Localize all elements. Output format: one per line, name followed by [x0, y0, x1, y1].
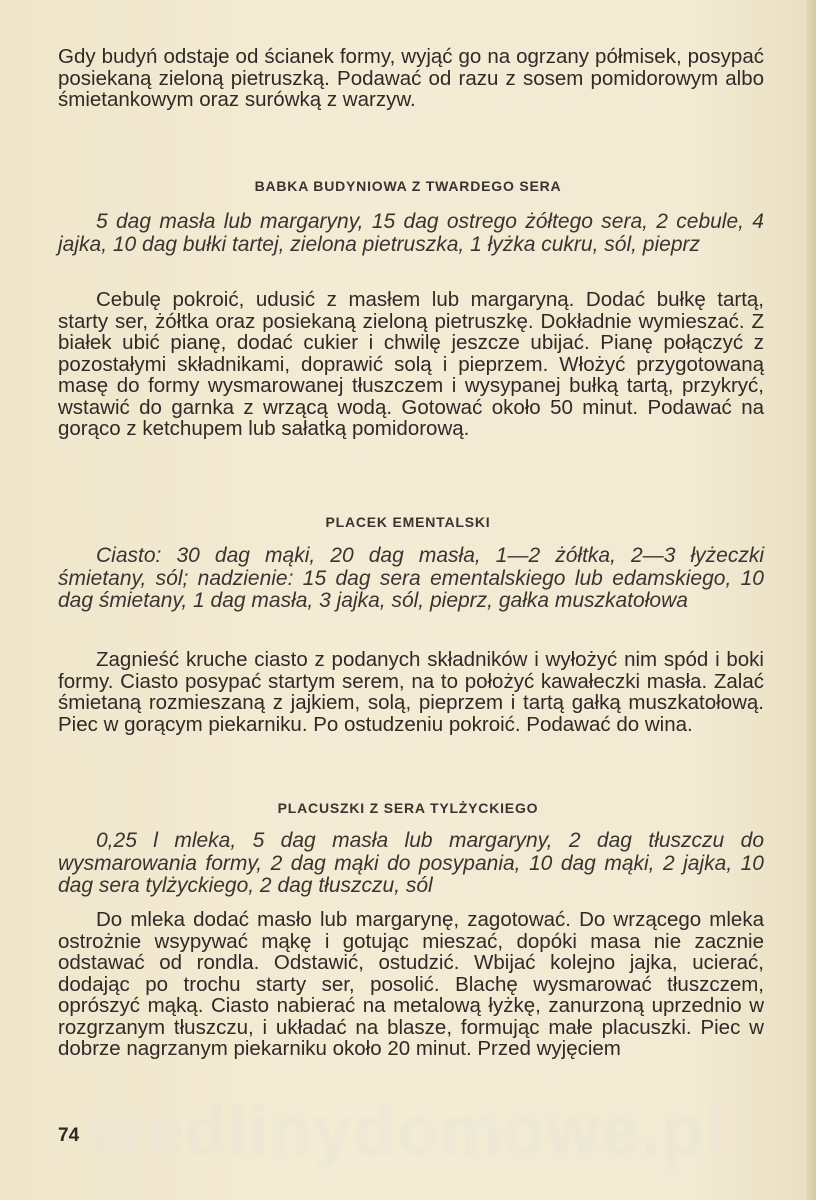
recipe-title-placuszki: PLACUSZKI Z SERA TYLŻYCKIEGO — [277, 800, 539, 816]
page-number: 74 — [58, 1125, 80, 1146]
watermark: wedlinydomowe.pl — [90, 1093, 727, 1169]
recipe-title-babka: BABKA BUDYNIOWA Z TWARDEGO SERA — [254, 178, 562, 194]
intro-paragraph: Gdy budyń odstaje od ścianek formy, wyjąć go na ogrzany półmisek, posypać posiekaną zieloną pietruszką. Podawać od razu z sosem pomidorowym albo śmietankowym oraz surówką z warzyw. — [58, 45, 764, 111]
instructions-placuszki: Do mleka dodać masło lub margarynę, zagotować. Do wrzącego mleka ostrożnie wsypywać mąkę i gotując mieszać, dopóki masa nie zacznie odstawać od rondla. Odstawić, ostudzić. Wbijać kolejno jajka, ucierać, dodając po trochu starty ser, posolić. Blachę wysmarować tłuszczem, oprószyć mąką. Ciasto nabierać na metalową łyżkę, zanurzoną uprzednio w rozgrzanym tłuszczu, i układać na blasze, formując małe placuszki. Piec w dobrze nagrzanym piekarniku około 20 minut. Przed wyjęciem — [58, 908, 764, 1060]
ingredients-placek: Ciasto: 30 dag mąki, 20 dag masła, 1—2 żółtka, 2—3 łyżeczki śmietany, sól; nadzienie: 15 dag sera ementalskiego lub edamskiego, 10 dag śmietany, 1 dag masła, 3 jajka, sól, pieprz, gałka muszkatołowa — [58, 544, 764, 612]
ingredients-placuszki: 0,25 l mleka, 5 dag masła lub margaryny, 2 dag tłuszczu do wysmarowania formy, 2 dag mąki do posypania, 10 dag mąki, 2 jajka, 10 dag sera tylżyckiego, 2 dag tłuszczu, sól — [58, 829, 764, 897]
recipe-title-placek: PLACEK EMENTALSKI — [325, 514, 491, 530]
instructions-babka: Cebulę pokroić, udusić z masłem lub margaryną. Dodać bułkę tartą, starty ser, żółtka oraz posiekaną zieloną pietruszkę. Dokładnie wymieszać. Z białek ubić pianę, dodać cukier i chwilę jeszcze ubijać. Pianę połączyć z pozostałymi składnikami, doprawić solą i pieprzem. Włożyć przygotowaną masę do formy wysmarowanej tłuszczem i wysypanej bułką tartą, przykryć, wstawić do garnka z wrzącą wodą. Gotować około 50 minut. Podawać na gorąco z ketchupem lub sałatką pomidorową. — [58, 288, 764, 440]
instructions-placek: Zagnieść kruche ciasto z podanych składników i wyłożyć nim spód i boki formy. Ciasto posypać startym serem, na to położyć kawałeczki masła. Zalać śmietaną rozmieszaną z jajkiem, solą, pieprzem i tartą gałką muszkatołową. Piec w gorącym piekarniku. Po ostudzeniu pokroić. Podawać do wina. — [58, 648, 764, 736]
ingredients-babka: 5 dag masła lub margaryny, 15 dag ostrego żółtego sera, 2 cebule, 4 jajka, 10 dag bułki tartej, zielona pietruszka, 1 łyżka cukru, sól, pieprz — [58, 210, 764, 256]
